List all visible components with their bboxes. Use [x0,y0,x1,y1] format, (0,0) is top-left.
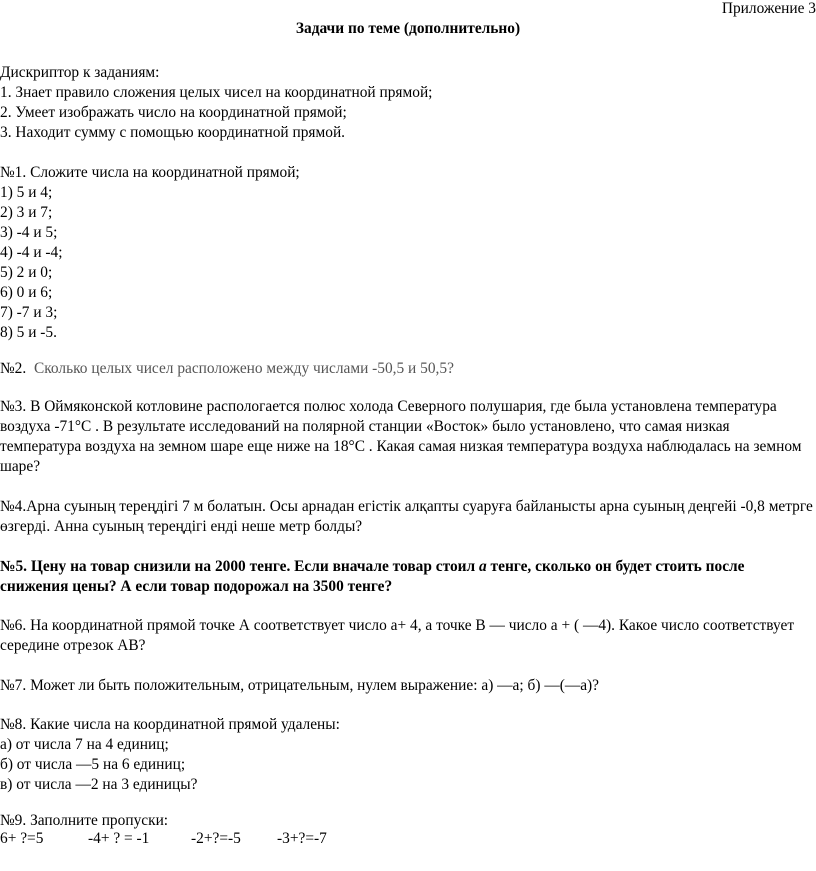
page-title: Задачи по теме (дополнительно) [295,20,521,37]
task1-item: 4) -4 и -4; [0,244,63,261]
task1-item: 3) -4 и 5; [0,224,58,241]
task9-heading: №9. Заполните пропуски: [0,812,169,829]
task6-text: №6. На координатной прямой точке А соответствует число а+ 4, а точке В — число а + ( —4). Какое число соответствует середине отрезок АВ? [0,617,795,654]
task1-item: 8) 5 и -5. [0,324,57,341]
task9-items [0,830,327,848]
task7-text: №7. Может ли быть положительным, отрицательным, нулем выражение: а) —а; б) —(—а)? [0,677,600,694]
task2-number: №2. [0,360,27,377]
task2-text: Сколько целых чисел расположено между числами -50,5 и 50,5? [33,360,454,377]
task9-item: -2+?=-5 [191,830,241,847]
task5-text-start: №5. Цену на товар снизили на 2000 тенге. Если вначале товар стоил [0,558,479,575]
task9-item: -4+ ? = -1 [88,830,150,847]
task3-text: №3. В Оймяконской котловине распологается полюс холода Северного полушария, где была установлена температура воздуха -71°С . В результате исследований на полярной станции «Восток» было установлено, что самая низкая температура воздуха на земном шаре еще ниже на 18°С . Какая самая низкая температура воздуха наблюдалась на земном шаре? [0,398,802,475]
task8-item: б) от числа —5 на 6 единиц; [0,756,186,773]
descriptor-heading: Дискриптор к заданиям: [0,64,160,81]
task9-item: -3+?=-7 [277,830,327,847]
descriptor-item: 2. Умеет изображать число на координатной прямой; [0,104,347,121]
task1-item: 6) 0 и 6; [0,284,53,301]
task1-item: 2) 3 и 7; [0,204,53,221]
task1-item: 7) -7 и 3; [0,304,58,321]
descriptor-item: 1. Знает правило сложения целых чисел на координатной прямой; [0,84,433,101]
task8-item: в) от числа —2 на 3 единицы? [0,776,198,793]
task2 [0,359,454,378]
task5-variable: а [479,558,487,575]
task8-heading: №8. Какие числа на координатной прямой удалены: [0,716,340,733]
task8-item: а) от числа 7 на 4 единиц; [0,736,169,753]
task5-text-end: тенге, сколько он будет стоить после снижения цены? А если товар подорожал на 3500 тенге? [0,558,745,595]
appendix-label: Приложение 3 [721,0,816,17]
task5 [0,557,814,597]
task9-item: 6+ ?=5 [0,830,44,847]
descriptor-item: 3. Находит сумму с помощью координатной прямой. [0,124,346,141]
task4-text: №4.Арна суының тереңдігі 7 м болатын. Осы арнадан егістік алқапты суаруға байланысты арна суының деңгейі -0,8 метрге өзгерді. Анна суының тереңдігі енді неше метр болды? [0,498,813,535]
task1-item: 5) 2 и 0; [0,264,53,281]
task1-item: 1) 5 и 4; [0,184,53,201]
task1-heading: №1. Сложите числа на координатной прямой; [0,164,300,181]
